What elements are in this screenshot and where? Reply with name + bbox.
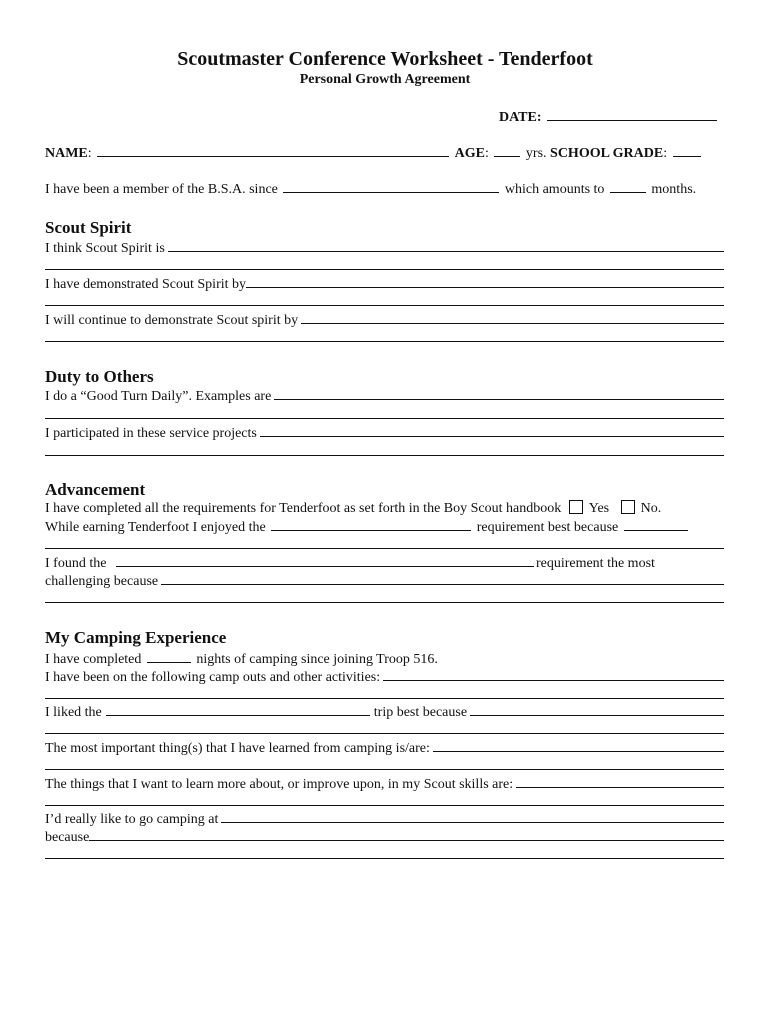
duty-q2-label: I participated in these service projects [45,426,257,441]
name-field[interactable] [97,144,449,157]
advancement-q1-row [45,500,661,517]
advancement-q3-suffix: requirement the most [535,556,655,571]
scout-spirit-q2-field[interactable] [246,275,724,288]
camping-location-field[interactable] [221,810,724,823]
answer-line[interactable] [45,548,724,549]
scout-spirit-q2-label: I have demonstrated Scout Spirit by [45,277,247,292]
scout-spirit-heading: Scout Spirit [45,218,132,237]
camping-trip-because-field[interactable] [470,703,724,716]
camping-q6-because-label: because [45,830,90,845]
answer-line[interactable] [45,305,724,306]
advancement-q2-row [45,518,690,536]
advancement-heading: Advancement [45,480,146,499]
answer-line[interactable] [45,769,724,770]
scout-spirit-q2-row [45,275,724,293]
camping-q6-because-row [45,828,724,846]
yes-checkbox[interactable] [569,500,583,514]
camping-q5-row [45,775,724,793]
age-label: AGE [454,146,486,161]
duty-q1-label: I do a “Good Turn Daily”. Examples are [45,389,272,404]
advancement-q3-row [45,554,655,572]
name-age-grade-row [45,144,703,162]
duty-q1-row [45,387,724,405]
advancement-challenging-because-field[interactable] [161,572,724,585]
duty-heading: Duty to Others [45,367,154,386]
camping-heading: My Camping Experience [45,628,227,647]
advancement-q3-line2-row [45,572,724,590]
scout-spirit-q1-field[interactable] [168,239,724,252]
no-checkbox[interactable] [621,500,635,514]
answer-line[interactable] [45,341,724,342]
duty-q2-field[interactable] [260,424,724,437]
advancement-q3-line2-label: challenging because [45,574,159,589]
camping-q4-row [45,739,724,757]
advancement-because-field[interactable] [624,518,688,531]
membership-months-field[interactable] [610,180,646,193]
page-subtitle: Personal Growth Agreement [299,72,471,87]
duty-q2-row [45,424,724,442]
camping-trip-field[interactable] [106,703,370,716]
name-label: NAME [45,146,88,161]
advancement-challenging-field[interactable] [116,554,534,567]
camping-improve-field[interactable] [516,775,724,788]
camping-learned-field[interactable] [433,739,724,752]
advancement-q3-prefix: I found the [45,556,107,571]
advancement-q1-label: I have completed all the requirements for Tenderfoot as set forth in the Boy Scout handbook [45,501,562,516]
answer-line[interactable] [45,733,724,734]
camping-q1-row [45,650,438,668]
membership-suffix: months. [651,182,697,197]
grade-label: SCHOOL GRADE [550,146,664,161]
answer-line[interactable] [45,858,724,859]
camping-q3-row [45,703,724,721]
no-label: No. [640,501,662,516]
camping-q2-label: I have been on the following camp outs and other activities: [45,670,381,685]
answer-line[interactable] [45,269,724,270]
date-row [499,108,719,126]
membership-prefix: I have been a member of the B.S.A. since [45,182,278,197]
scout-spirit-q3-label: I will continue to demonstrate Scout spirit by [45,313,299,328]
scout-spirit-q1-row [45,239,724,257]
camping-nights-field[interactable] [147,650,191,663]
advancement-enjoyed-field[interactable] [271,518,471,531]
camping-q3-prefix: I liked the [45,705,102,720]
answer-line[interactable] [45,698,724,699]
scout-spirit-q3-field[interactable] [301,311,724,324]
camping-q4-label: The most important thing(s) that I have learned from camping is/are: [45,741,430,756]
camping-q6-label: I’d really like to go camping at [45,812,219,827]
camping-q2-row [45,668,724,686]
camping-activities-field[interactable] [383,668,724,681]
membership-since-field[interactable] [283,180,499,193]
name-colon: : [87,146,92,161]
advancement-q2-suffix: requirement best because [476,520,619,535]
scout-spirit-q1-label: I think Scout Spirit is [45,241,165,256]
date-field[interactable] [547,108,717,121]
membership-row [45,180,696,198]
answer-line[interactable] [45,805,724,806]
yrs-label: yrs. [525,146,547,161]
age-colon: : [485,146,489,161]
camping-q1-prefix: I have completed [45,652,142,667]
camping-q5-label: The things that I want to learn more about, or improve upon, in my Scout skills are: [45,777,514,792]
answer-line[interactable] [45,418,724,419]
answer-line[interactable] [45,455,724,456]
grade-colon: : [663,146,668,161]
answer-line[interactable] [45,602,724,603]
scout-spirit-q3-row [45,311,724,329]
camping-q1-suffix: nights of camping since joining Troop 516. [196,652,438,667]
camping-q6-row [45,810,724,828]
advancement-q2-prefix: While earning Tenderfoot I enjoyed the [45,520,266,535]
page-title: Scoutmaster Conference Worksheet - Tenderfoot [177,48,593,70]
camping-q3-suffix: trip best because [373,705,468,720]
age-field[interactable] [494,144,520,157]
duty-q1-field[interactable] [274,387,724,400]
date-label: DATE: [499,110,542,125]
camping-location-because-field[interactable] [89,828,724,841]
yes-label: Yes [588,501,610,516]
membership-middle: which amounts to [504,182,605,197]
grade-field[interactable] [673,144,701,157]
